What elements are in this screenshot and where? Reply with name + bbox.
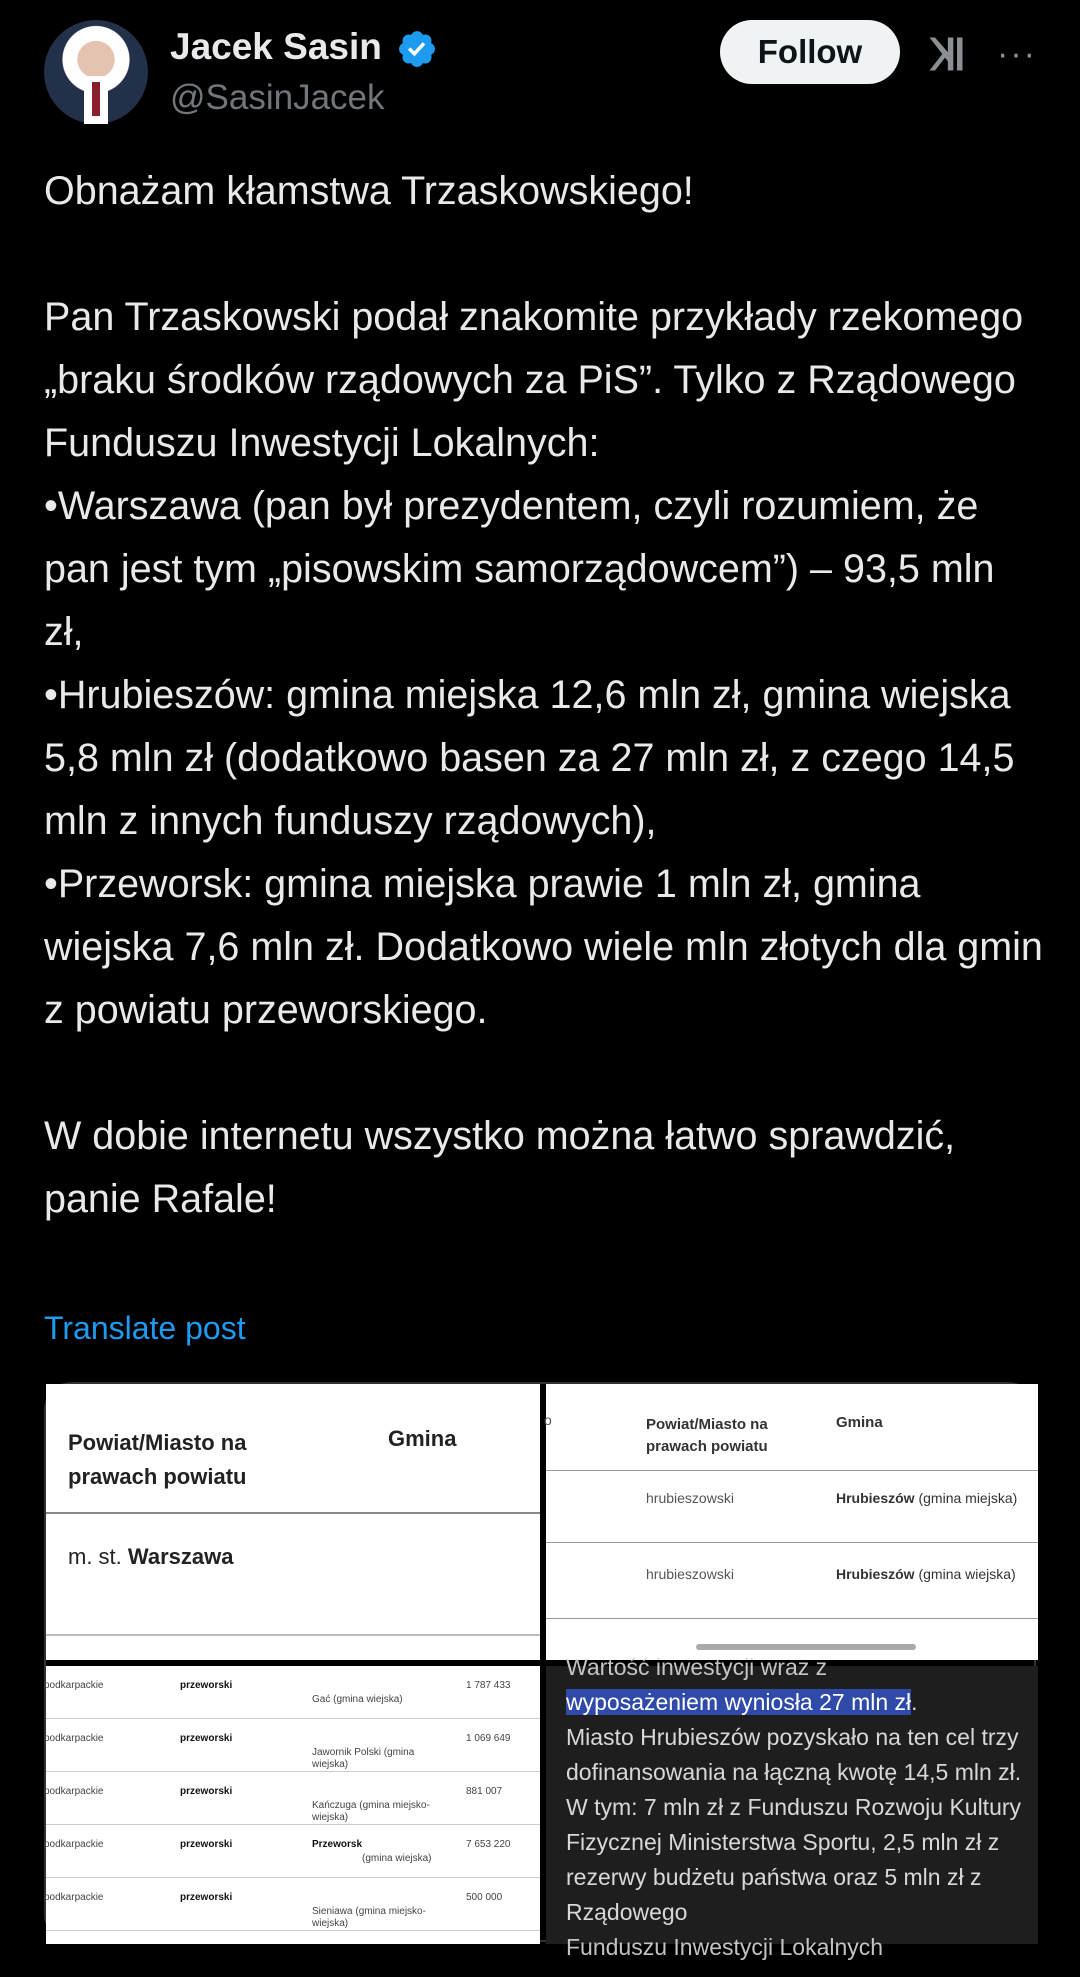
highlighted-text: wyposażeniem wyniosła 27 mln zł [566, 1689, 912, 1715]
table-row: podkarpackie przeworski Jawornik Polski (gmina wiejska) 1 069 649 [46, 1719, 540, 1772]
translate-post-link[interactable]: Translate post [44, 1310, 246, 1346]
article-text [566, 1650, 1026, 1965]
cell-powiat: przeworski [180, 1680, 233, 1691]
media-image-2[interactable] [546, 1384, 1038, 1660]
table-divider [546, 1618, 1038, 1619]
table-cell-gmina [836, 1490, 1017, 1506]
table-header-powiat: Powiat/Miasto na prawach powiatu [646, 1416, 768, 1455]
post-text: Obnażam kłamstwa Trzaskowskiego! Pan Trzaskowski podał znakomite przykłady rzekomego „braku środków rządowych za PiS”. Tylko z Rządowego Funduszu Inwestycji Lokalnych: •Warszawa (pan był prezydentem, czyli rozumiem, że pan jest tym „pisowskim samorządowcem”) – 93,5 mln zł, •Hrubieszów: gmina miejska 12,6 mln zł, gmina wiejska 5,8 mln zł (dodatkowo basen za 27 mln zł, z czego 14,5 mln z innych funduszy rządowych), •Przeworsk: gmina miejska prawie 1 mln zł, gmina wiejska 7,6 mln zł. Dodatkowo wiele mln złotych dla gmin z powiatu przeworskiego. W dobie internetu wszystko można łatwo sprawdzić, panie Rafale! [44, 169, 1043, 1221]
cell-powiat: przeworski [180, 1892, 233, 1903]
author-handle[interactable]: @SasinJacek [170, 78, 385, 117]
table-row [46, 1825, 540, 1878]
avatar[interactable] [44, 20, 148, 124]
cell-woj: podkarpackie [44, 1680, 104, 1691]
cell-woj: podkarpackie [44, 1786, 104, 1797]
cell-kwota: 881 007 [466, 1786, 503, 1797]
table-header-gmina: Gmina [836, 1414, 883, 1431]
cell-city: Warszawa [127, 1544, 234, 1569]
cell-powiat: przeworski [180, 1733, 233, 1744]
cut-bottom-line: Funduszu Inwestycji Lokalnych [566, 1934, 884, 1960]
cell-kwota: 1 069 649 [466, 1733, 511, 1744]
cell-prefix: m. st. [68, 1544, 128, 1569]
table-row: podkarpackie przeworski Kańczuga (gmina miejsko-wiejska) 881 007 [46, 1772, 540, 1825]
table-divider [46, 1634, 540, 1636]
post-header [44, 20, 1044, 130]
table-divider [546, 1470, 1038, 1471]
cell-kwota: 500 000 [466, 1892, 503, 1903]
cell-woj: podkarpackie [44, 1839, 104, 1850]
cut-top-line: Wartość inwestycji wraz z [566, 1654, 828, 1680]
table-divider [46, 1512, 540, 1514]
cell-powiat: przeworski [180, 1786, 233, 1797]
grok-icon[interactable] [924, 32, 968, 76]
avatar-tie [92, 82, 100, 116]
table-row: podkarpackie przeworski Sieniawa (gmina miejsko-wiejska) 500 000 [46, 1878, 540, 1931]
table-divider [546, 1542, 1038, 1543]
media-image-1[interactable] [46, 1384, 540, 1660]
gmina-type: (gmina miejska) [914, 1490, 1018, 1506]
media-image-3[interactable] [46, 1666, 540, 1944]
media-image-4[interactable] [546, 1654, 1038, 1960]
table-header-gmina: Gmina [388, 1426, 457, 1451]
cell-powiat: przeworski [180, 1839, 233, 1850]
table-cell-powiat: hrubieszowski [646, 1490, 734, 1506]
gmina-name: Hrubieszów [836, 1490, 915, 1506]
table-row: podkarpackie przeworski Gać (gmina wiejska) 1 787 433 [46, 1666, 540, 1719]
table-cell-powiat: hrubieszowski [646, 1566, 734, 1582]
cell-gmina: Przeworsk (gmina wiejska) [312, 1839, 432, 1864]
cell-woj: podkarpackie [44, 1892, 104, 1903]
cell-kwota: 1 787 433 [466, 1680, 511, 1691]
table-header-powiat: Powiat/Miasto na prawach powiatu [68, 1430, 247, 1489]
table-cell-warszawa [68, 1544, 233, 1570]
follow-button[interactable]: Follow [720, 20, 900, 84]
more-options-icon[interactable]: ··· [997, 35, 1037, 73]
table-cell-gmina [836, 1566, 1016, 1582]
media-grid [44, 1382, 1036, 1960]
verified-badge-icon [396, 28, 438, 70]
punctuation: . [911, 1689, 918, 1715]
gmina-name: Hrubieszów [836, 1566, 915, 1582]
cell-kwota: 7 653 220 [466, 1839, 511, 1850]
gmina-type: (gmina wiejska) [914, 1566, 1016, 1582]
author-name[interactable]: Jacek Sasin [170, 26, 382, 67]
cut-header-text: o [544, 1412, 552, 1428]
article-body: Miasto Hrubieszów pozyskało na ten cel trzy dofinansowania na łączną kwotę 14,5 mln zł. W tym: 7 mln zł z Funduszu Rozwoju Kultury Fizycznej Ministerstwa Sportu, 2,5 mln zł z rezerwy budżetu państwa oraz 5 mln zł z Rządowego [566, 1724, 1022, 1925]
cell-woj: podkarpackie [44, 1733, 104, 1744]
